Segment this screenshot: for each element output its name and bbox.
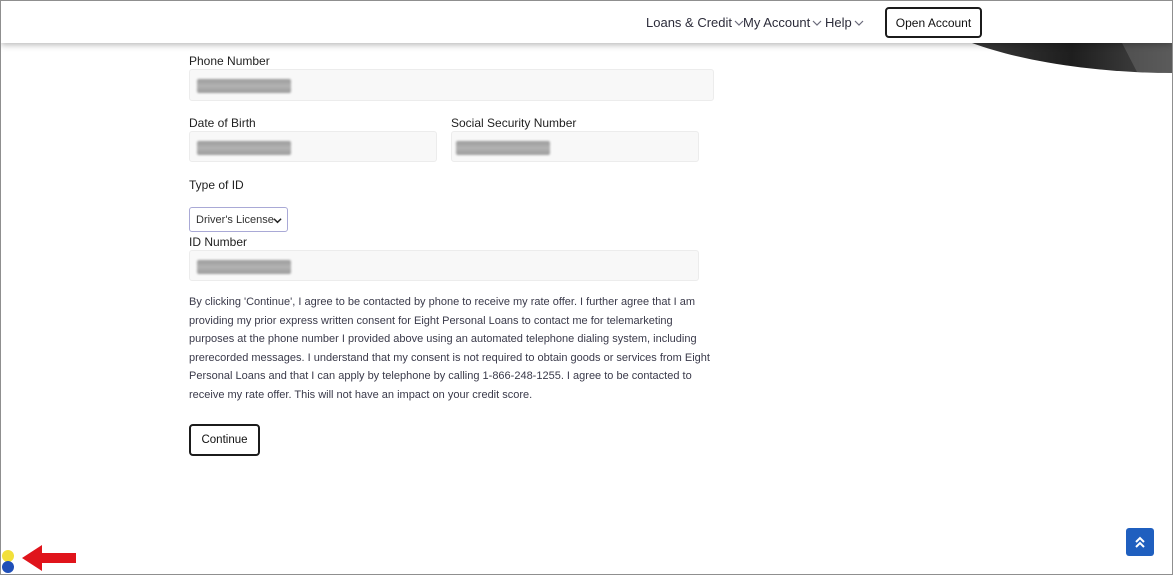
overlay-status-dots <box>1 548 17 574</box>
nav-help-label: Help <box>825 15 852 30</box>
redacted-value <box>197 79 291 93</box>
red-arrow-icon <box>20 544 78 572</box>
id-type-selected-value: Driver's License <box>196 213 274 226</box>
date-of-birth-input[interactable] <box>189 131 437 162</box>
continue-button[interactable]: Continue <box>189 424 260 456</box>
nav-my-account[interactable] <box>743 15 822 30</box>
chevron-down-icon <box>854 18 864 28</box>
hero-image-arc <box>972 43 1172 73</box>
phone-number-input[interactable] <box>189 69 714 101</box>
id-type-select[interactable] <box>189 207 288 232</box>
phone-number-label: Phone Number <box>189 54 270 68</box>
nav-loans-credit-label: Loans & Credit <box>646 15 732 30</box>
redacted-value <box>456 141 550 155</box>
date-of-birth-label: Date of Birth <box>189 116 256 130</box>
redacted-value <box>197 260 291 274</box>
ssn-input[interactable] <box>451 131 699 162</box>
id-number-input[interactable] <box>189 250 699 281</box>
top-navigation-bar <box>1 1 1172 43</box>
chevron-down-icon <box>273 216 282 225</box>
nav-my-account-label: My Account <box>743 15 811 30</box>
consent-disclaimer-text: By clicking 'Continue', I agree to be contacted by phone to receive my rate offer. I further agree that I am providing my prior express written consent for Eight Personal Loans to contact me for telemarketing purposes at the phone number I provided above using an automated telephone dialing system, including prerecorded messages. I understand that my consent is not required to obtain goods or services from Eight Personal Loans and that I can apply by telephone by calling 1-866-248-1255. I agree to be contacted to receive my rate offer. This will not have an impact on your credit score. <box>189 296 710 401</box>
open-account-button[interactable]: Open Account <box>885 7 982 38</box>
chevron-down-icon <box>812 18 822 28</box>
id-number-label: ID Number <box>189 235 248 249</box>
nav-loans-credit[interactable] <box>646 15 744 30</box>
nav-help[interactable] <box>825 15 864 30</box>
ssn-label: Social Security Number <box>451 116 577 130</box>
double-chevron-up-icon <box>1134 535 1146 549</box>
type-of-id-label: Type of ID <box>189 178 244 192</box>
scroll-to-top-button[interactable] <box>1126 528 1154 556</box>
redacted-value <box>197 141 291 155</box>
